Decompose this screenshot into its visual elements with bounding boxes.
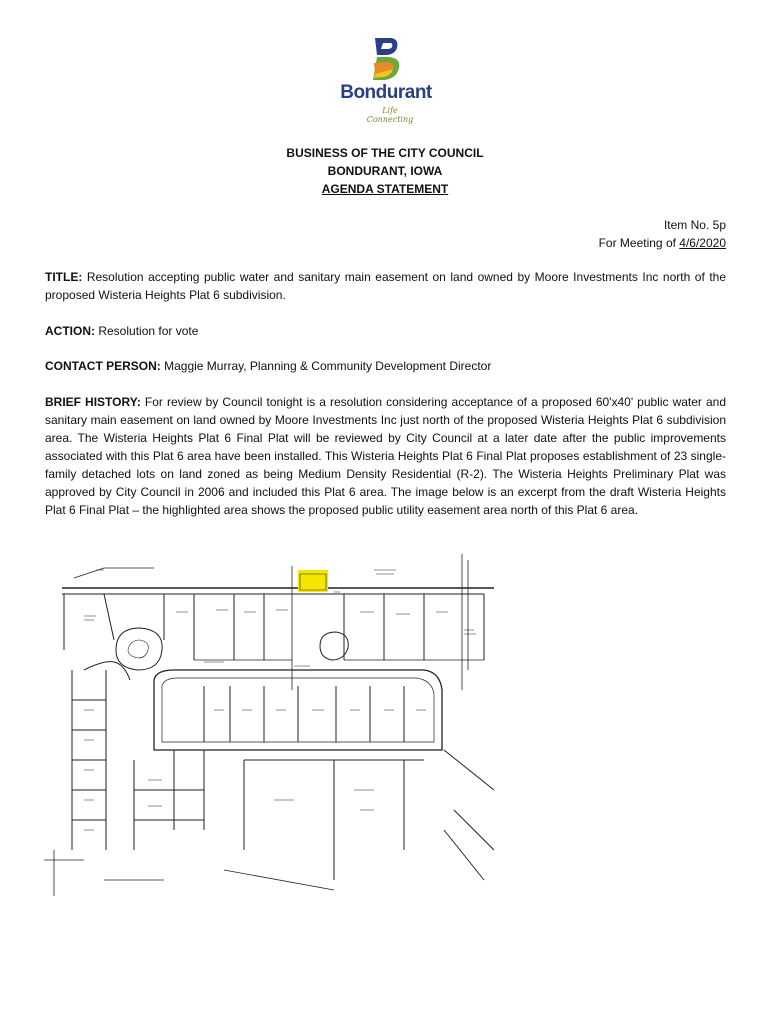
history-label: BRIEF HISTORY: [45,395,141,409]
logo-tagline: Life Connecting [366,106,414,124]
contact-text: Maggie Murray, Planning & Community Development Director [160,359,492,373]
meeting-line [599,234,726,252]
title-paragraph [45,268,726,304]
logo-name: Bondurant [340,82,432,103]
item-info [599,216,726,252]
action-text: Resolution for vote [95,324,199,338]
title-label: TITLE: [45,270,83,284]
header-line-3: AGENDA STATEMENT [321,182,449,196]
contact-paragraph [45,357,726,375]
meeting-date: 4/6/2020 [679,236,726,250]
city-logo [336,36,436,122]
plat-map-image [44,550,494,896]
history-text: For review by Council tonight is a resolution considering acceptance of a proposed 60'x40' public water and sanitary main easement on land owned by Moore Investments Inc just north of the proposed Wisteria Heights Plat 6 subdivision area. The Wisteria Heights Plat 6 Final Plat will be reviewed by City Council at a later date after the public improvements associated with this Plat 6 area have been installed. This Wisteria Heights Plat 6 Final Plat proposes establishment of 23 single-family detached lots on land zoned as being Medium Density Residential (R-2). The Wisteria Heights Preliminary Plat was approved by City Council in 2006 and included this Plat 6 area. The image below is an excerpt from the draft Wisteria Heights Plat 6 Final Plat – the highlighted area shows the proposed public utility easement area north of this Plat 6 area. [45,395,726,517]
action-paragraph [45,322,726,340]
easement-highlight [298,570,328,592]
agenda-header [0,144,770,198]
history-paragraph [45,393,726,519]
header-line-2: BONDURANT, IOWA [327,164,443,178]
header-line-1: BUSINESS OF THE CITY COUNCIL [286,146,484,160]
title-text: Resolution accepting public water and sanitary main easement on land owned by Moore Investments Inc north of the proposed Wisteria Heights Plat 6 subdivision. [45,270,726,302]
meeting-prefix: For Meeting of [598,236,680,250]
bondurant-b-logo-icon [369,36,403,82]
action-label: ACTION: [45,324,95,338]
item-number: Item No. 5p [663,218,726,232]
contact-label: CONTACT PERSON: [45,359,161,373]
